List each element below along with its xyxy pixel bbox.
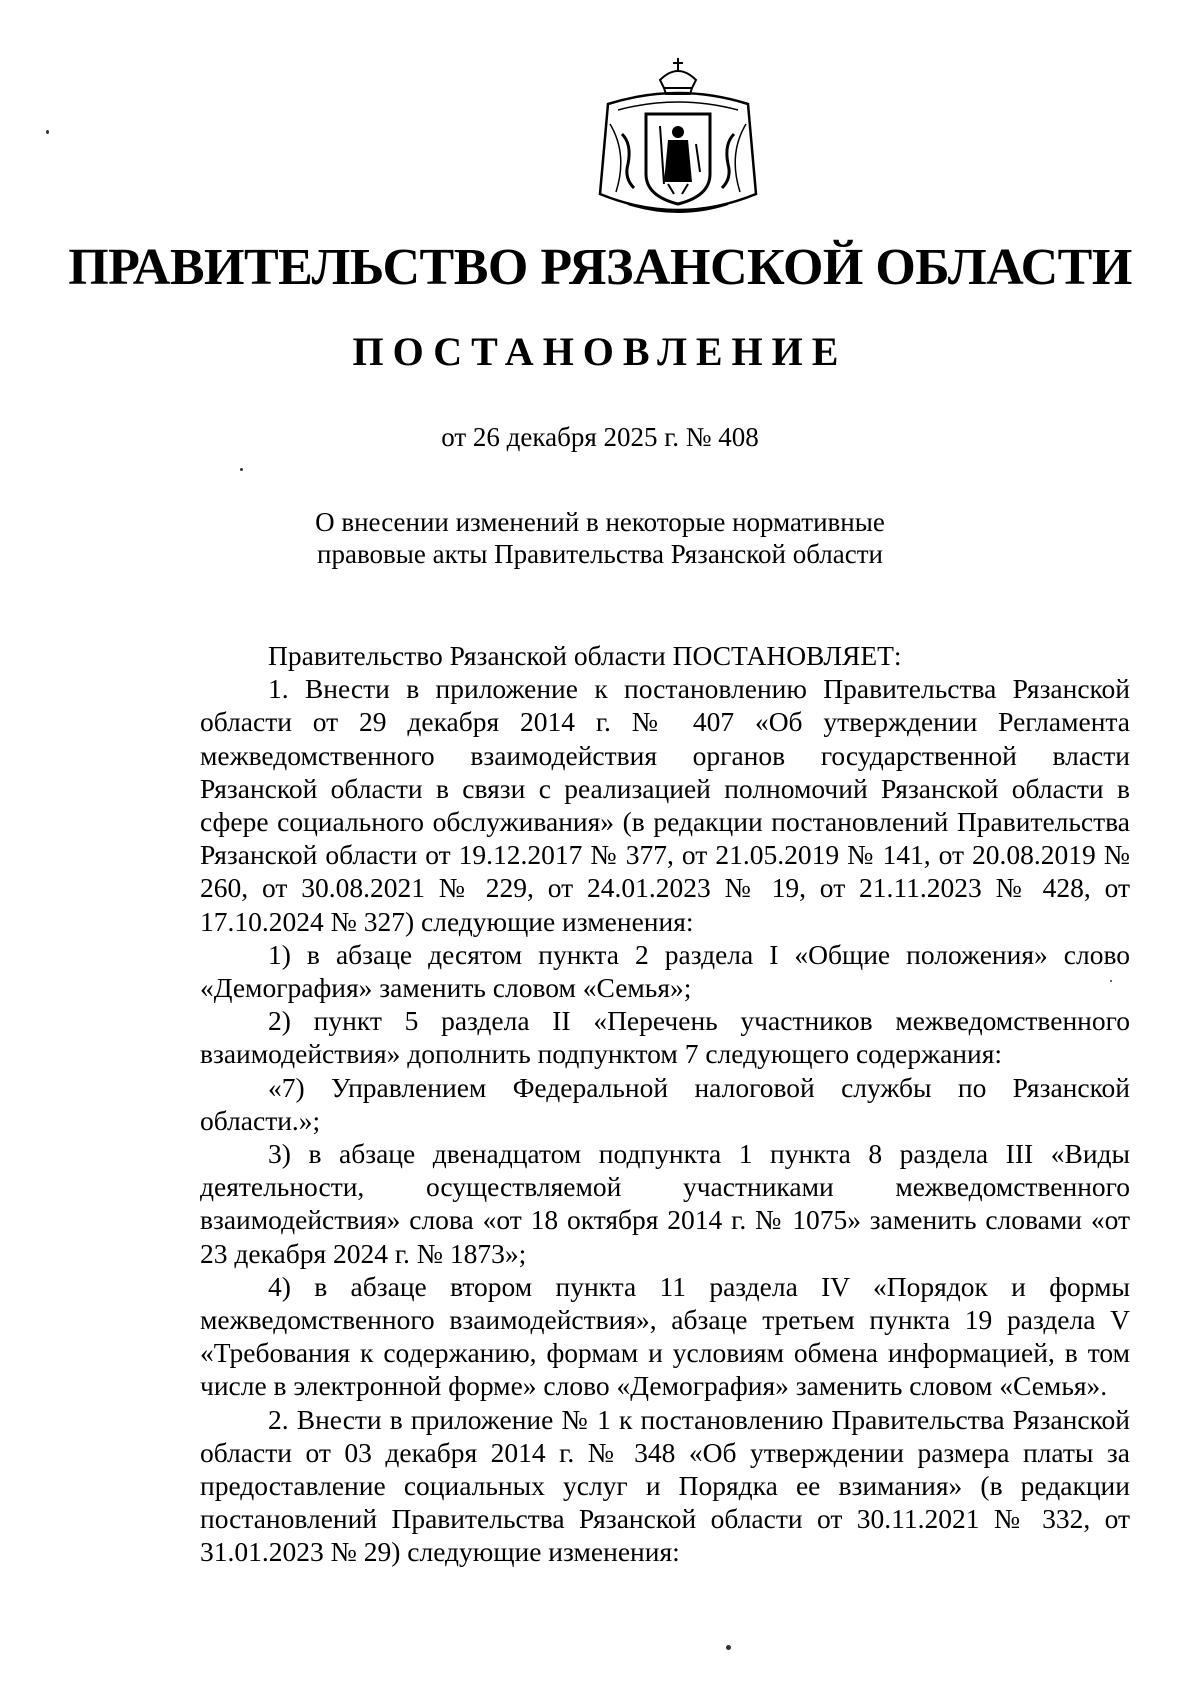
document-date-number: от 26 декабря 2025 г. № 408 — [441, 422, 759, 452]
scan-speck — [1110, 980, 1112, 982]
body-paragraph: 3) в абзаце двенадцатом подпункта 1 пункта 8 раздела III «Виды деятельности, осуществляемой участниками межведомственного взаимодействия» слова «от 18 октября 2014 г. № 1075» заменить словами «от 23 декабря 2024 г. № 1873»; — [200, 1138, 1130, 1269]
document-type-title: ПОСТАНОВЛЕНИЕ — [352, 329, 848, 374]
body-paragraph: 2. Внести в приложение № 1 к постановлению Правительства Рязанской области от 03 декабря 2014 г. № 348 «Об утверждении размера платы за предоставление социальных услуг и Порядка ее взимания» (в редакции постановлений Правительства Рязанской области от 30.11.2021 № 332, от 31.01.2023 № 29) следующие изменения: — [200, 1403, 1130, 1568]
ryazan-region-coat-of-arms-icon — [588, 44, 768, 226]
document-body — [200, 639, 1130, 1569]
subject-line: О внесении изменений в некоторые нормативные — [315, 507, 885, 537]
body-paragraph: 4) в абзаце втором пункта 11 раздела IV «Порядок и формы межведомственного взаимодействия», абзаце третьем пункта 19 раздела V «Требования к содержанию, формам и условиям обмена информацией, в том числе в электронной форме» слово «Демография» заменить словом «Семья». — [200, 1270, 1130, 1402]
subject-line: правовые акты Правительства Рязанской области — [317, 539, 883, 569]
scan-speck — [240, 468, 243, 471]
organization-title: ПРАВИТЕЛЬСТВО РЯЗАНСКОЙ ОБЛАСТИ — [68, 239, 1132, 296]
scan-speck — [726, 1645, 731, 1650]
body-paragraph: 1. Внести в приложение к постановлению Правительства Рязанской области от 29 декабря 2014 г. № 407 «Об утверждении Регламента межведомственного взаимодействия органов государственной власти Рязанской области в связи с реализацией полномочий Рязанской области в сфере социального обслуживания» (в редакции постановлений Правительства Рязанской области от 19.12.2017 № 377, от 21.05.2019 № 141, от 20.08.2019 № 260, от 30.08.2021 № 229, от 24.01.2023 № 19, от 21.11.2023 № 428, от 17.10.2024 № 327) следующие изменения: — [200, 673, 1130, 937]
body-paragraph: 2) пункт 5 раздела II «Перечень участников межведомственного взаимодействия» дополнить подпунктом 7 следующего содержания: — [200, 1005, 1130, 1070]
body-paragraph: Правительство Рязанской области ПОСТАНОВЛЯЕТ: — [268, 640, 902, 671]
scan-speck — [46, 130, 49, 134]
document-subject — [300, 506, 900, 570]
body-paragraph: «7) Управлением Федеральной налоговой службы по Рязанской области.»; — [200, 1071, 1130, 1136]
body-paragraph: 1) в абзаце десятом пункта 2 раздела I «Общие положения» слово «Демография» заменить словом «Семья»; — [200, 938, 1130, 1004]
